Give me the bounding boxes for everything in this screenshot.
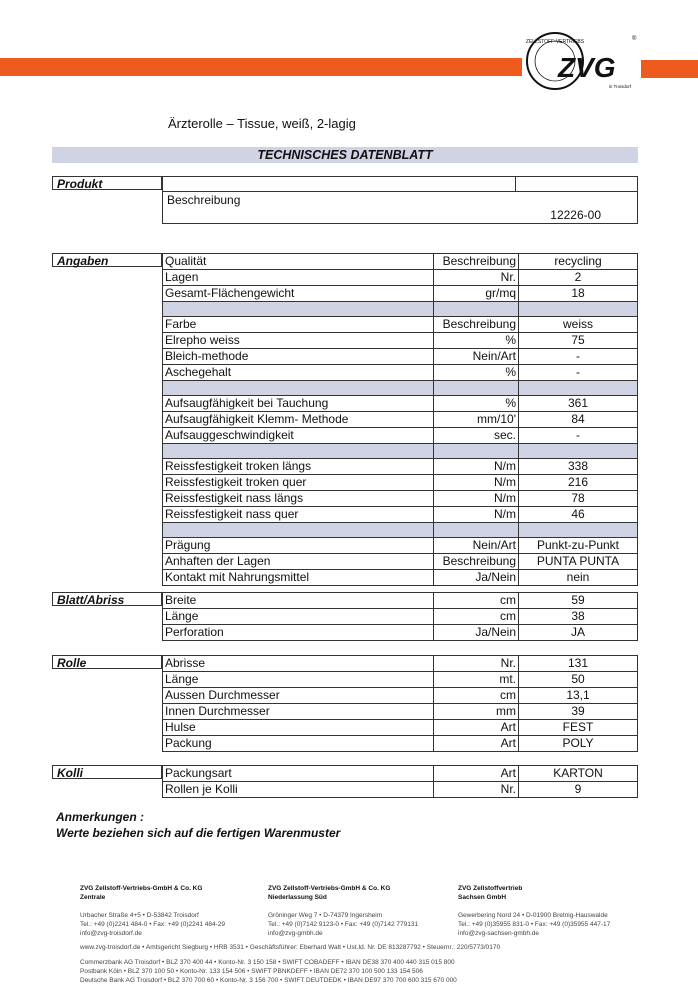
property-unit: N/m bbox=[434, 475, 519, 491]
table-row bbox=[163, 766, 638, 782]
property-value: 50 bbox=[519, 672, 638, 688]
property-name: Farbe bbox=[163, 317, 434, 333]
table-row bbox=[163, 349, 638, 365]
table-row bbox=[163, 782, 638, 798]
footer-col1-line: Urbacher Straße 4+5 • D-53842 Troisdorf bbox=[80, 912, 199, 919]
property-name: Aufsauggeschwindigkeit bbox=[163, 428, 434, 444]
table-row bbox=[163, 656, 638, 672]
group-separator-row bbox=[163, 523, 638, 538]
property-name: Aussen Durchmesser bbox=[163, 688, 434, 704]
footer-col1-line: Tel.: +49 (0)2241 484-0 • Fax: +49 (0)2241 484-29 bbox=[80, 921, 226, 928]
property-name: Gesamt-Flächengewicht bbox=[163, 286, 434, 302]
table-row bbox=[163, 720, 638, 736]
property-name: Länge bbox=[163, 609, 434, 625]
property-value: weiss bbox=[519, 317, 638, 333]
property-value: 75 bbox=[519, 333, 638, 349]
property-value: recycling bbox=[519, 254, 638, 270]
property-name: Innen Durchmesser bbox=[163, 704, 434, 720]
property-unit: cm bbox=[434, 609, 519, 625]
footer-col1-email[interactable]: info@zvg-troisdorf.de bbox=[80, 930, 142, 937]
property-name: Packungsart bbox=[163, 766, 434, 782]
svg-text:in Troisdorf: in Troisdorf bbox=[608, 84, 632, 89]
footer-col1-title: ZVG Zellstoff-Vertriebs-GmbH & Co. KG bbox=[80, 885, 203, 892]
property-unit: Nr. bbox=[434, 270, 519, 286]
property-name: Länge bbox=[163, 672, 434, 688]
property-value: KARTON bbox=[519, 766, 638, 782]
property-name: Prägung bbox=[163, 538, 434, 554]
property-name: Bleich-methode bbox=[163, 349, 434, 365]
table-row bbox=[163, 254, 638, 270]
footer-col2-subtitle: Niederlassung Süd bbox=[268, 894, 327, 901]
property-value: Punkt-zu-Punkt bbox=[519, 538, 638, 554]
footer-col3-email[interactable]: info@zvg-sachsen-gmbh.de bbox=[458, 930, 540, 937]
footer-bank-line: Commerzbank AG Troisdorf • BLZ 370 400 44 • Konto-Nr. 3 150 158 • SWIFT COBADEFF • IBAN DE38 370 400 440 315 015 800 bbox=[80, 959, 455, 966]
table-row bbox=[163, 625, 638, 641]
property-value: 9 bbox=[519, 782, 638, 798]
section-label-blatt: Blatt/Abriss bbox=[52, 592, 162, 606]
angaben-table bbox=[162, 253, 638, 586]
header-orange-bar bbox=[0, 58, 522, 76]
svg-text:ZVG: ZVG bbox=[558, 52, 616, 83]
property-unit: cm bbox=[434, 688, 519, 704]
section-label-produkt: Produkt bbox=[52, 176, 162, 190]
property-value: 59 bbox=[519, 593, 638, 609]
property-value: 84 bbox=[519, 412, 638, 428]
table-row bbox=[163, 538, 638, 554]
property-name: Reissfestigkeit nass längs bbox=[163, 491, 434, 507]
property-unit: Beschreibung bbox=[434, 317, 519, 333]
table-row bbox=[163, 270, 638, 286]
property-name: Lagen bbox=[163, 270, 434, 286]
property-unit: sec. bbox=[434, 428, 519, 444]
property-name: Aschegehalt bbox=[163, 365, 434, 381]
table-row bbox=[163, 491, 638, 507]
property-name: Breite bbox=[163, 593, 434, 609]
footer-col2-line: Tel.: +49 (0)7142 9123-0 • Fax: +49 (0)7142 779131 bbox=[268, 921, 419, 928]
property-unit: Art bbox=[434, 720, 519, 736]
property-value: 13,1 bbox=[519, 688, 638, 704]
rolle-table bbox=[162, 655, 638, 752]
property-name: Aufsaugfähigkeit bei Tauchung bbox=[163, 396, 434, 412]
property-name: Perforation bbox=[163, 625, 434, 641]
footer-col2-line: Gröninger Weg 7 • D-74379 Ingersheim bbox=[268, 912, 383, 919]
section-label-rolle: Rolle bbox=[52, 655, 162, 669]
produkt-code: 12226-00 bbox=[550, 208, 601, 222]
section-label-angaben: Angaben bbox=[52, 253, 162, 267]
footer-bank-line: Postbank Köln • BLZ 370 100 50 • Konto-Nr. 133 154 506 • SWIFT PBNKDEFF • IBAN DE72 370 100 500 133 154 506 bbox=[80, 968, 423, 975]
property-unit: cm bbox=[434, 593, 519, 609]
property-unit: Nein/Art bbox=[434, 349, 519, 365]
footer-col-zentrale bbox=[80, 884, 225, 938]
produkt-description-label: Beschreibung bbox=[167, 193, 241, 207]
group-separator-row bbox=[163, 302, 638, 317]
property-value: 46 bbox=[519, 507, 638, 523]
kolli-table bbox=[162, 765, 638, 798]
table-row bbox=[163, 688, 638, 704]
footer-col2-email[interactable]: info@zvg-gmbh.de bbox=[268, 930, 323, 937]
table-row bbox=[163, 412, 638, 428]
table-row bbox=[163, 704, 638, 720]
header-orange-bar-right bbox=[641, 60, 698, 78]
notes-title: Anmerkungen : bbox=[56, 810, 145, 824]
property-value: 39 bbox=[519, 704, 638, 720]
property-value: 216 bbox=[519, 475, 638, 491]
property-name: Elrepho weiss bbox=[163, 333, 434, 349]
group-separator-row bbox=[163, 444, 638, 459]
property-name: Reissfestigkeit troken längs bbox=[163, 459, 434, 475]
footer-col3-line: Gewerbering Nord 24 • D-01900 Bretnig-Hauswalde bbox=[458, 912, 608, 919]
property-value: - bbox=[519, 428, 638, 444]
property-unit: N/m bbox=[434, 459, 519, 475]
notes-text: Werte beziehen sich auf die fertigen Warenmuster bbox=[56, 826, 341, 840]
footer-col2-title: ZVG Zellstoff-Vertriebs-GmbH & Co. KG bbox=[268, 885, 391, 892]
property-unit: N/m bbox=[434, 507, 519, 523]
footer-col3-title: ZVG Zellstoffvertrieb bbox=[458, 885, 523, 892]
footer-col-sued bbox=[268, 884, 418, 938]
footer-col1-subtitle: Zentrale bbox=[80, 894, 106, 901]
group-separator-row bbox=[163, 381, 638, 396]
property-name: Anhaften der Lagen bbox=[163, 554, 434, 570]
section-label-kolli: Kolli bbox=[52, 765, 162, 779]
property-value: 18 bbox=[519, 286, 638, 302]
svg-text:ZELLSTOFF-VERTRIEBS: ZELLSTOFF-VERTRIEBS bbox=[525, 39, 585, 45]
property-unit: Nein/Art bbox=[434, 538, 519, 554]
property-value: - bbox=[519, 349, 638, 365]
property-value: 361 bbox=[519, 396, 638, 412]
property-unit: Beschreibung bbox=[434, 254, 519, 270]
table-row bbox=[163, 736, 638, 752]
footer-col-sachsen bbox=[458, 884, 610, 938]
property-unit: Art bbox=[434, 736, 519, 752]
property-name: Abrisse bbox=[163, 656, 434, 672]
property-name: Kontakt mit Nahrungsmittel bbox=[163, 570, 434, 586]
property-unit: Ja/Nein bbox=[434, 570, 519, 586]
blatt-table bbox=[162, 592, 638, 641]
property-unit: mm/10' bbox=[434, 412, 519, 428]
table-row bbox=[163, 570, 638, 586]
zvg-logo bbox=[524, 30, 639, 92]
svg-text:®: ® bbox=[632, 36, 637, 42]
property-unit: % bbox=[434, 333, 519, 349]
table-row bbox=[163, 396, 638, 412]
property-unit: Art bbox=[434, 766, 519, 782]
property-value: JA bbox=[519, 625, 638, 641]
property-name: Qualität bbox=[163, 254, 434, 270]
table-row bbox=[163, 333, 638, 349]
footer-legal: www.zvg-troisdorf.de • Amtsgericht Siegburg • HRB 3531 • Geschäftsführer: Eberhard Walt • Ust.Id. Nr. DE 813287792 • Steuernr.: 220/5773/0170 bbox=[80, 944, 501, 951]
table-row bbox=[163, 593, 638, 609]
property-name: Reissfestigkeit nass quer bbox=[163, 507, 434, 523]
table-row bbox=[163, 554, 638, 570]
property-unit: Nr. bbox=[434, 656, 519, 672]
property-unit: mm bbox=[434, 704, 519, 720]
table-row bbox=[163, 672, 638, 688]
property-unit: % bbox=[434, 365, 519, 381]
property-unit: % bbox=[434, 396, 519, 412]
property-name: Aufsaugfähigkeit Klemm- Methode bbox=[163, 412, 434, 428]
table-row bbox=[163, 475, 638, 491]
footer-col3-line: Tel.: +49 (0)35955 831-0 • Fax: +49 (0)35955 447-17 bbox=[458, 921, 611, 928]
property-name: Reissfestigkeit troken quer bbox=[163, 475, 434, 491]
property-unit: Beschreibung bbox=[434, 554, 519, 570]
property-unit: Ja/Nein bbox=[434, 625, 519, 641]
datasheet-banner: TECHNISCHES DATENBLATT bbox=[52, 147, 638, 163]
property-unit: Nr. bbox=[434, 782, 519, 798]
property-value: nein bbox=[519, 570, 638, 586]
property-value: - bbox=[519, 365, 638, 381]
property-value: 78 bbox=[519, 491, 638, 507]
property-unit: N/m bbox=[434, 491, 519, 507]
property-value: FEST bbox=[519, 720, 638, 736]
property-value: 338 bbox=[519, 459, 638, 475]
property-value: PUNTA PUNTA bbox=[519, 554, 638, 570]
property-unit: gr/mq bbox=[434, 286, 519, 302]
table-row bbox=[163, 286, 638, 302]
footer-col3-subtitle: Sachsen GmbH bbox=[458, 894, 507, 901]
table-row bbox=[163, 609, 638, 625]
table-row bbox=[163, 317, 638, 333]
table-row bbox=[163, 459, 638, 475]
property-name: Hulse bbox=[163, 720, 434, 736]
footer-bank-line: Deutsche Bank AG Troisdorf • BLZ 370 700 60 • Konto-Nr. 3 156 700 • SWIFT DEUTDEDK • IBAN DE97 370 700 600 315 670 000 bbox=[80, 977, 457, 984]
table-row bbox=[163, 365, 638, 381]
property-value: 38 bbox=[519, 609, 638, 625]
produkt-box bbox=[162, 176, 638, 224]
property-name: Packung bbox=[163, 736, 434, 752]
property-value: POLY bbox=[519, 736, 638, 752]
property-value: 2 bbox=[519, 270, 638, 286]
table-row bbox=[163, 507, 638, 523]
property-unit: mt. bbox=[434, 672, 519, 688]
property-value: 131 bbox=[519, 656, 638, 672]
product-title: Ärzterolle – Tissue, weiß, 2-lagig bbox=[168, 116, 356, 131]
table-row bbox=[163, 428, 638, 444]
property-name: Rollen je Kolli bbox=[163, 782, 434, 798]
